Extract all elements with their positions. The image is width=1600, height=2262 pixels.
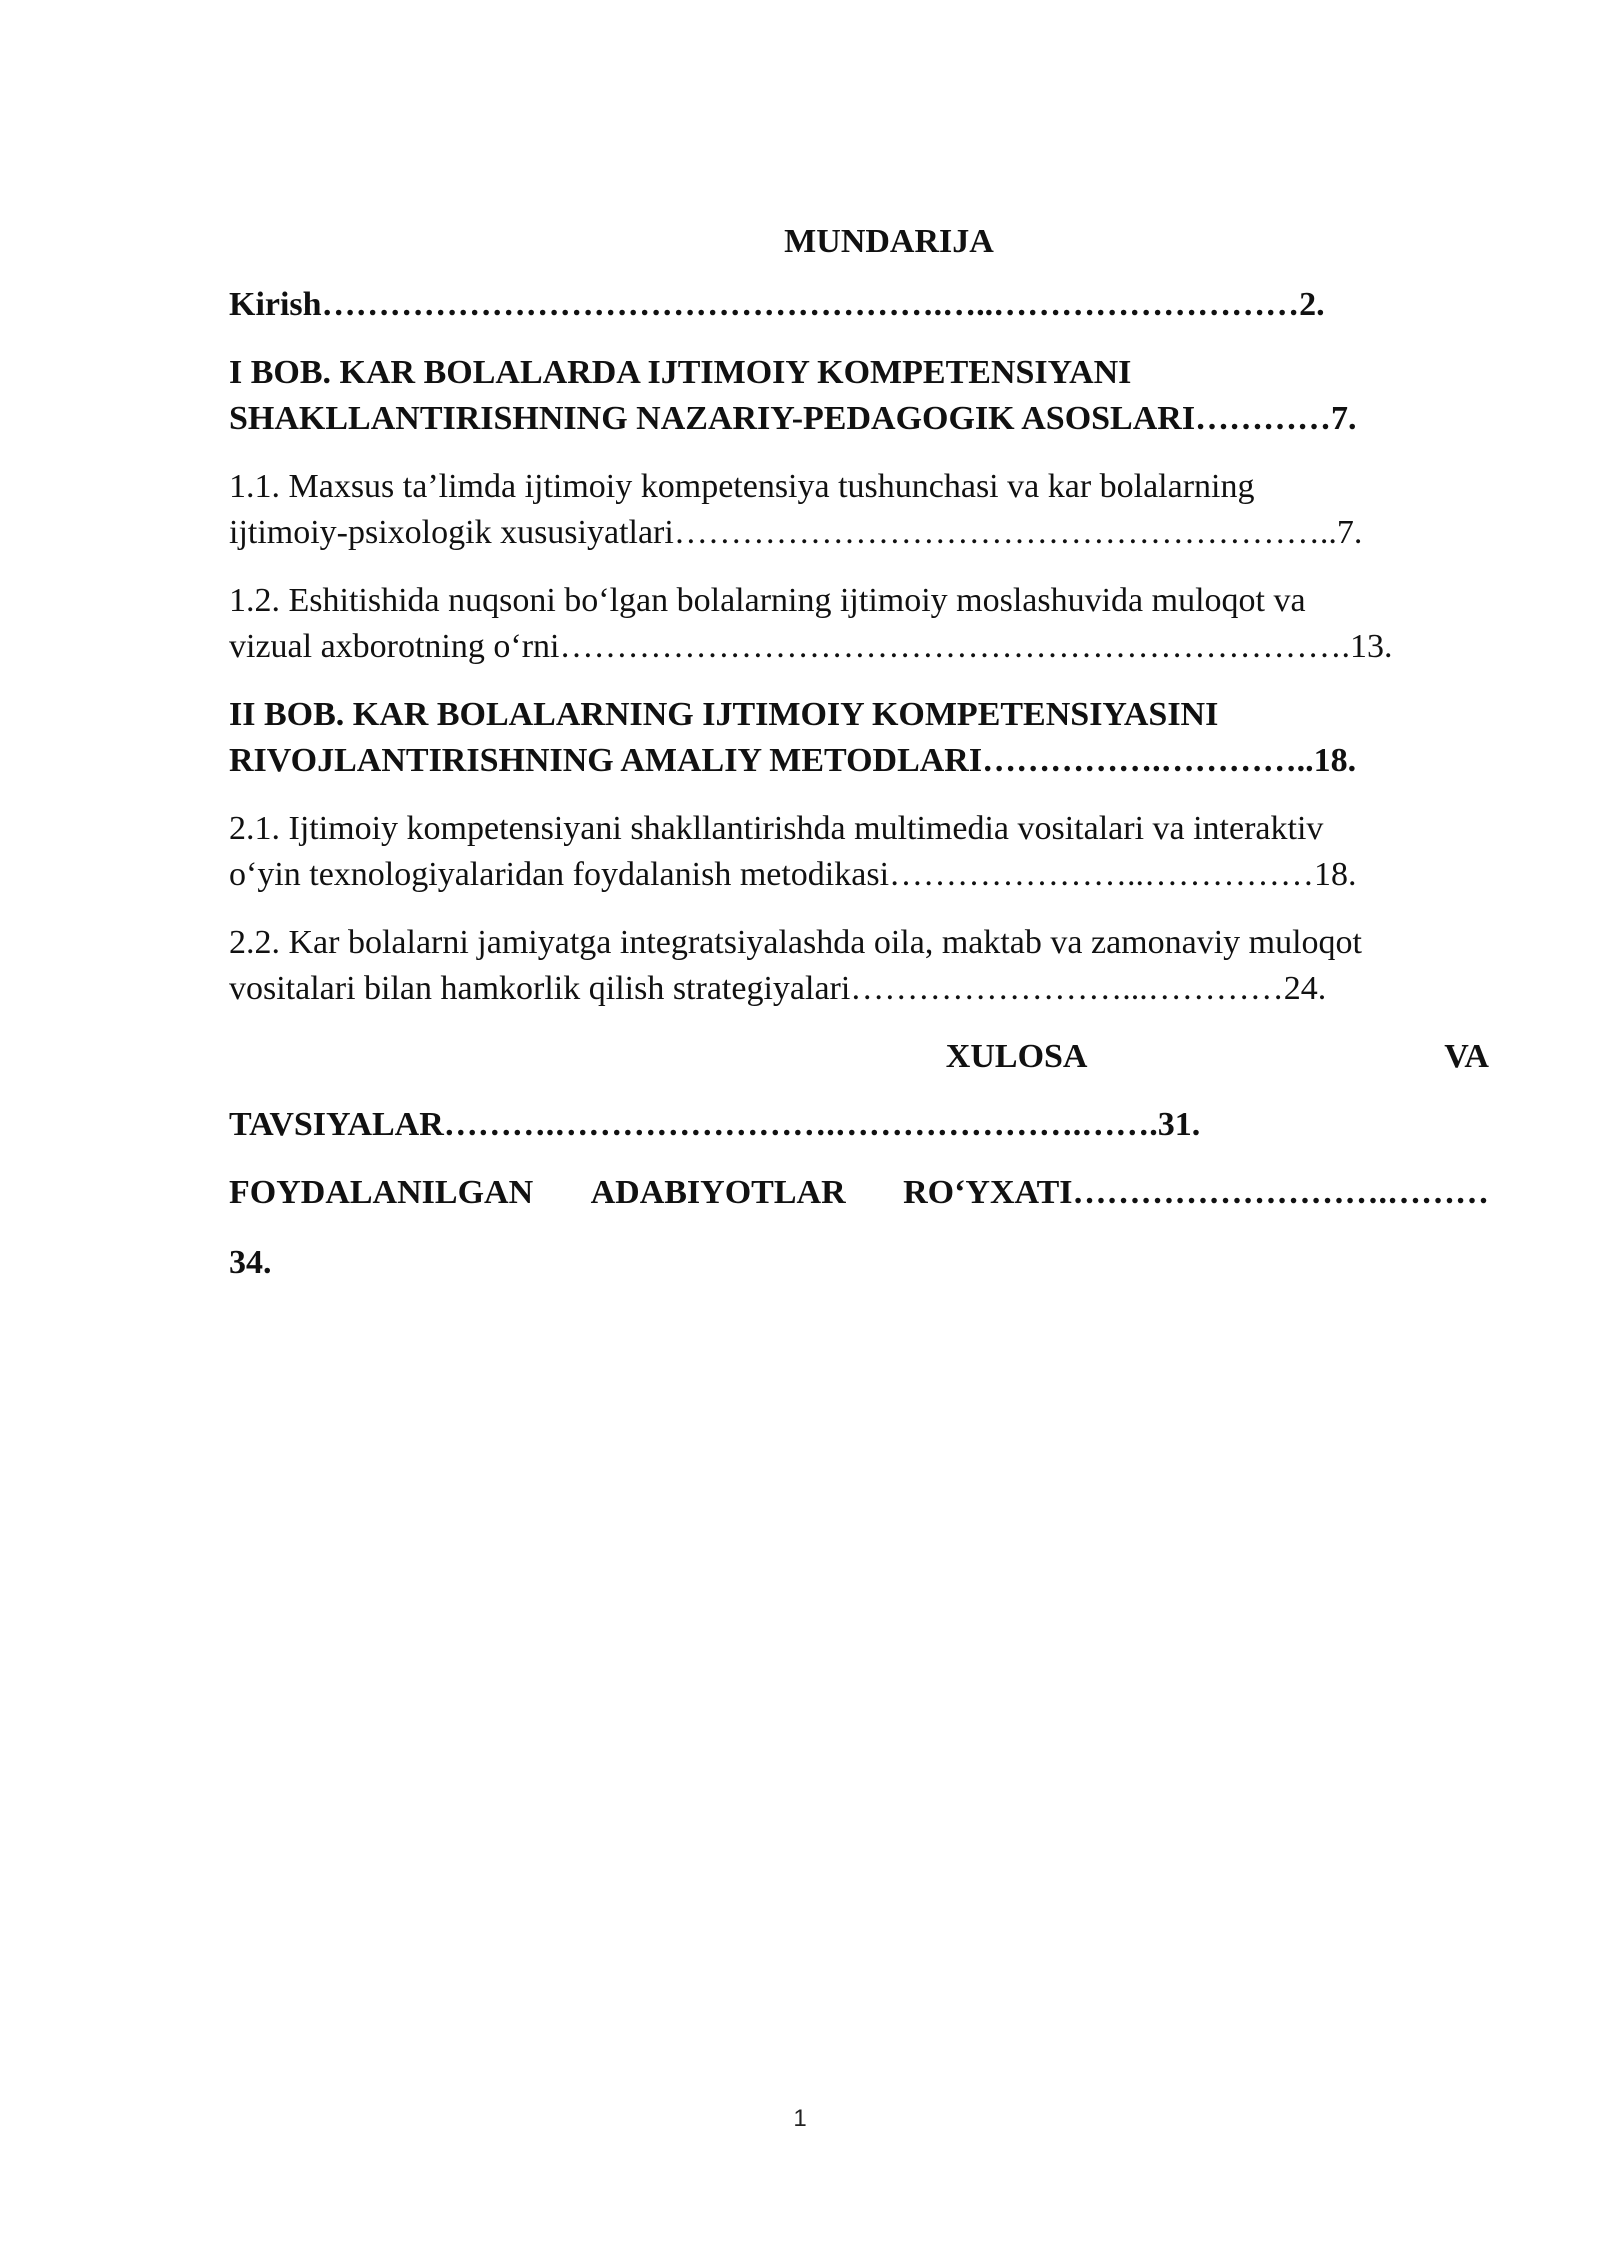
adabiyotlar-word: ADABIYOTLAR (590, 1174, 846, 1211)
xulosa-word: XULOSA (945, 1038, 1088, 1075)
toc-entry-bob1 (229, 350, 1489, 442)
royxati-word: RO‘YXATI……………………….……… (903, 1174, 1489, 1211)
toc-entry-tavsiyalar-text: TAVSIYALAR……….…………………….………………….…….31. (229, 1106, 1201, 1143)
toc-entry-2-2-line1: 2.2. Kar bolalarni jamiyatga integratsiyalashda oila, maktab va zamonaviy muloqot (229, 924, 1362, 961)
toc-entry-foydalanilgan (229, 1170, 1489, 1216)
toc-entry-bob2-line1: II BOB. KAR BOLALARNING IJTIMOIY KOMPETENSIYASINI (229, 696, 1219, 733)
toc-entry-kirish (229, 282, 1489, 328)
toc-entry-xulosa (229, 1034, 1489, 1080)
toc-entry-1-1 (229, 464, 1489, 556)
toc-entry-tavsiyalar (229, 1102, 1489, 1148)
toc-entry-1-2 (229, 578, 1489, 670)
table-of-contents (229, 220, 1489, 1308)
toc-entry-bob2-line2: RIVOJLANTIRISHNING AMALIY METODLARI…………….…………..18. (229, 742, 1357, 779)
toc-entry-foydalanilgan-page (229, 1240, 1489, 1286)
toc-entry-bob2 (229, 692, 1489, 784)
toc-entry-1-1-line2: ijtimoiy-psixologik xususiyatlari…………………………………………………..7. (229, 514, 1363, 551)
toc-entry-kirish-text: Kirish……………………………………………….…..………………………2. (229, 286, 1325, 323)
foydalanilgan-word: FOYDALANILGAN (229, 1174, 534, 1211)
toc-title: MUNDARIJA (784, 223, 994, 260)
toc-entry-bob1-line1: I BOB. KAR BOLALARDA IJTIMOIY KOMPETENSIYANI (229, 354, 1132, 391)
toc-entry-1-2-line2: vizual axborotning o‘rni…………………………………………………………….13. (229, 628, 1393, 665)
va-word: VA (1444, 1038, 1489, 1075)
xulosa-spacer (229, 1034, 589, 1080)
toc-entry-2-1-line1: 2.1. Ijtimoiy kompetensiyani shakllantirishda multimedia vositalari va interaktiv (229, 810, 1324, 847)
toc-entry-bob1-line2: SHAKLLANTIRISHNING NAZARIY-PEDAGOGIK ASOSLARI…………7. (229, 400, 1357, 437)
toc-entry-2-1-line2: o‘yin texnologiyalaridan foydalanish metodikasi…………………..……………18. (229, 856, 1357, 893)
toc-entry-2-1 (229, 806, 1489, 898)
page-number: 1 (793, 2105, 807, 2132)
foydalanilgan-page-number: 34. (229, 1244, 272, 1281)
toc-entry-1-2-line1: 1.2. Eshitishida nuqsoni bo‘lgan bolalarning ijtimoiy moslashuvida muloqot va (229, 582, 1306, 619)
toc-entry-2-2 (229, 920, 1489, 1012)
toc-entry-2-2-line2: vositalari bilan hamkorlik qilish strategiyalari……………………...…………24. (229, 970, 1327, 1007)
toc-entry-1-1-line1: 1.1. Maxsus ta’limda ijtimoiy kompetensiya tushunchasi va kar bolalarning (229, 468, 1255, 505)
